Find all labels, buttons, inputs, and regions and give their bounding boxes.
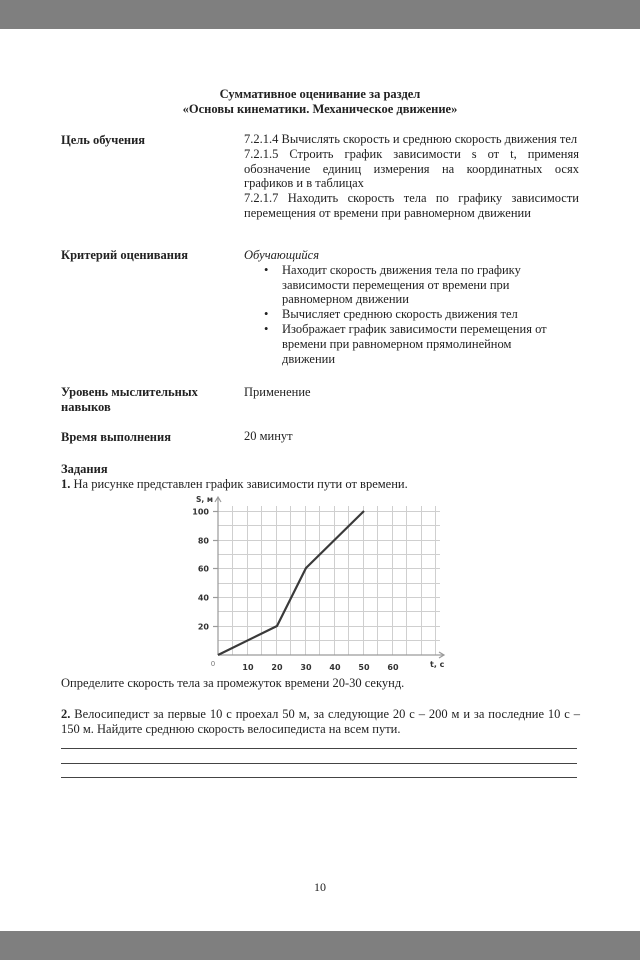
chart-grid — [218, 506, 440, 655]
x-tick-50: 50 — [358, 663, 370, 672]
criteria-list — [244, 263, 579, 367]
document-title-line1: Суммативное оценивание за раздел — [219, 87, 421, 101]
document-page — [0, 29, 640, 931]
bullet-icon: • — [264, 262, 269, 277]
objective-1: 7.2.1.4 Вычислять скорость и среднюю скорость движения тел — [244, 132, 578, 146]
bullet-icon: • — [264, 321, 269, 336]
x-axis-label: t, с — [430, 660, 445, 669]
origin-label: 0 — [210, 660, 216, 668]
goal-objectives — [244, 132, 579, 221]
duration-label: Время выполнения — [61, 430, 171, 444]
x-tick-30: 30 — [300, 663, 312, 672]
objective-3: 7.2.1.7 Находить скорость тела по графику зависимости перемещения от времени при равномерном движении — [244, 191, 579, 220]
x-tick-20: 20 — [271, 663, 283, 672]
y-tick-100: 100 — [192, 507, 209, 517]
chart-y-tick-labels — [192, 508, 209, 632]
answer-line-3[interactable] — [61, 777, 577, 778]
y-tick-20: 20 — [197, 622, 209, 632]
answer-line-1[interactable] — [61, 748, 577, 749]
chart-x-tick-labels — [242, 663, 399, 672]
task1-number: 1. — [61, 477, 71, 491]
x-tick-60: 60 — [387, 663, 399, 672]
thinking-level-value: Применение — [244, 385, 311, 399]
y-axis-label: S, м — [196, 495, 213, 504]
y-tick-40: 40 — [197, 593, 209, 603]
objective-2: 7.2.1.5 Строить график зависимости s от t, применяя обозначение единиц измерения на координатных осях графиков и в таблицах — [244, 146, 579, 191]
x-tick-10: 10 — [242, 663, 254, 672]
thinking-level-label: Уровень мыслительных навыков — [61, 385, 198, 414]
x-tick-40: 40 — [329, 663, 341, 672]
criteria-label: Критерий оценивания — [61, 248, 188, 262]
task1-text: 1. На рисунке представлен график зависимости пути от времени. — [61, 477, 408, 491]
document-title-line2: «Основы кинематики. Механическое движение» — [182, 102, 458, 116]
criteria-item: • Вычисляет среднюю скорость движения тел — [264, 307, 518, 322]
bullet-icon: • — [264, 307, 269, 322]
task2-text: 2. Велосипедист за первые 10 с проехал 50 м, за следующие 20 с – 200 м и за последние 10 с – 150 м. Найдите среднюю скорость велосипедиста на всем пути. — [61, 707, 580, 736]
task1-question: Определите скорость тела за промежуток времени 20-30 секунд. — [61, 676, 405, 690]
tasks-heading: Задания — [61, 462, 108, 476]
criteria-item: • Изображает график зависимости перемещения от времени при равномерном прямолинейном движении — [264, 321, 547, 366]
y-tick-60: 60 — [197, 564, 209, 574]
task2-number: 2. — [61, 707, 71, 721]
criteria-block — [244, 248, 579, 366]
goal-label: Цель обучения — [61, 133, 146, 147]
distance-time-chart — [185, 491, 455, 681]
criteria-intro: Обучающийся — [244, 248, 320, 262]
duration-value: 20 минут — [244, 429, 293, 443]
criteria-item: • Находит скорость движения тела по графику зависимости перемещения от времени при равномерном движении — [264, 262, 521, 307]
y-tick-80: 80 — [197, 536, 209, 546]
answer-line-2[interactable] — [61, 763, 577, 764]
page-number: 10 — [314, 880, 326, 894]
